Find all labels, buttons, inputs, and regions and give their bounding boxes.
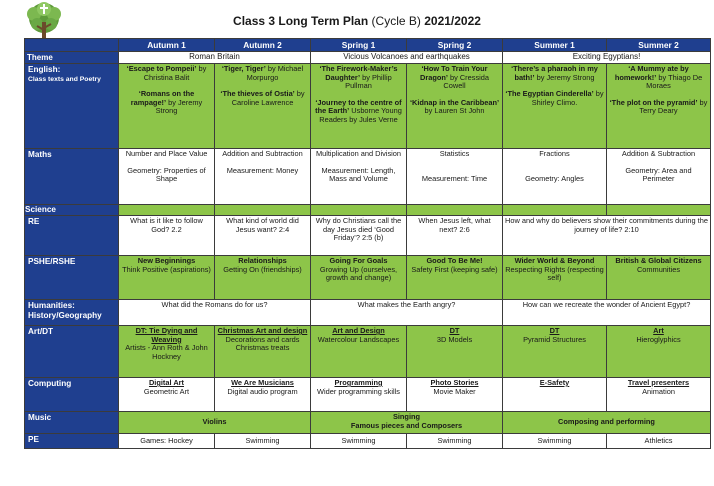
maths-row — [25, 149, 711, 205]
header-blank — [25, 39, 119, 52]
pe-autumn-1: Games: Hockey — [119, 434, 215, 449]
maths-spring-1: Multiplication and Division Measurement: Length, Mass and Volume — [311, 149, 407, 205]
pe-row — [25, 434, 711, 449]
music-spring: Singing Famous pieces and Composers — [311, 412, 503, 434]
english-row — [25, 64, 711, 149]
header-spring-2: Spring 2 — [407, 39, 503, 52]
theme-autumn: Roman Britain — [119, 52, 311, 64]
header-summer-2: Summer 2 — [607, 39, 711, 52]
header-row — [25, 39, 711, 52]
pshe-summer-1: Wider World & Beyond Respecting Rights (respecting self) — [503, 256, 607, 300]
artdt-label: Art/DT — [25, 326, 119, 378]
artdt-spring-2: DT 3D Models — [407, 326, 503, 378]
theme-label: Theme — [25, 52, 119, 64]
re-autumn-1: What is it like to follow God? 2.2 — [119, 216, 215, 256]
maths-spring-2: Statistics Measurement: Time — [407, 149, 503, 205]
science-summer-1 — [503, 205, 607, 216]
humanities-autumn: What did the Romans do for us? — [119, 300, 311, 326]
pe-label: PE — [25, 434, 119, 449]
english-spring-2: ‘How To Train Your Dragon’ by Cressida Cowell ‘Kidnap in the Caribbean’ by Lauren St John — [407, 64, 503, 149]
english-spring-1: ‘The Firework-Maker’s Daughter’ by Phillip Pullman ‘Journey to the centre of the Earth’ Usborne Young Readers by Jules Verne — [311, 64, 407, 149]
re-label: RE — [25, 216, 119, 256]
pe-spring-2: Swimming — [407, 434, 503, 449]
computing-summer-2: Travel presenters Animation — [607, 378, 711, 412]
music-autumn: Violins — [119, 412, 311, 434]
humanities-spring: What makes the Earth angry? — [311, 300, 503, 326]
science-autumn-1 — [119, 205, 215, 216]
theme-summer: Exciting Egyptians! — [503, 52, 711, 64]
computing-label: Computing — [25, 378, 119, 412]
pe-summer-2: Athletics — [607, 434, 711, 449]
humanities-row — [25, 300, 711, 326]
pshe-row — [25, 256, 711, 300]
artdt-summer-2: Art Hieroglyphics — [607, 326, 711, 378]
music-label: Music — [25, 412, 119, 434]
re-summer: How and why do believers show their commitments during the journey of life? 2:10 — [503, 216, 711, 256]
maths-summer-1: Fractions Geometry: Angles — [503, 149, 607, 205]
english-autumn-1: ‘Escape to Pompeii’ by Christina Balit ‘Romans on the rampage!’ by Jeremy Strong — [119, 64, 215, 149]
computing-spring-2: Photo Stories Movie Maker — [407, 378, 503, 412]
science-spring-2 — [407, 205, 503, 216]
maths-summer-2: Addition & Subtraction Geometry: Area and Perimeter — [607, 149, 711, 205]
english-summer-1: ‘There’s a pharaoh in my bath!’ by Jeremy Strong ‘The Egyptian Cinderella’ by Shirley Climo. — [503, 64, 607, 149]
artdt-autumn-1: DT: Tie Dying and Weaving Artists - Ann Roth & John Hockney — [119, 326, 215, 378]
english-autumn-2: ‘Tiger, Tiger’ by Michael Morpurgo ‘The thieves of Ostia’ by Caroline Lawrence — [215, 64, 311, 149]
artdt-summer-1: DT Pyramid Structures — [503, 326, 607, 378]
maths-label: Maths — [25, 149, 119, 205]
page-title: Class 3 Long Term Plan (Cycle B) 2021/2022 — [233, 14, 481, 28]
computing-summer-1: E-Safety — [503, 378, 607, 412]
header-summer-1: Summer 1 — [503, 39, 607, 52]
theme-spring: Vicious Volcanoes and earthquakes — [311, 52, 503, 64]
computing-autumn-2: We Are Musicians Digital audio program — [215, 378, 311, 412]
header-spring-1: Spring 1 — [311, 39, 407, 52]
science-spring-1 — [311, 205, 407, 216]
english-summer-2: ‘A Mummy ate by homework!’ by Thiago De Moraes ‘The plot on the pyramid’ by Terry Deary — [607, 64, 711, 149]
computing-autumn-1: Digital Art Geometric Art — [119, 378, 215, 412]
science-summer-2 — [607, 205, 711, 216]
header-autumn-2: Autumn 2 — [215, 39, 311, 52]
english-label: English: Class texts and Poetry — [25, 64, 119, 149]
artdt-spring-1: Art and Design Watercolour Landscapes — [311, 326, 407, 378]
artdt-autumn-2: Christmas Art and design Decorations and cards Christmas treats — [215, 326, 311, 378]
science-row — [25, 205, 711, 216]
pe-spring-1: Swimming — [311, 434, 407, 449]
pshe-autumn-2: Relationships Getting On (friendships) — [215, 256, 311, 300]
pshe-spring-1: Going For Goals Growing Up (ourselves, growth and change) — [311, 256, 407, 300]
pe-autumn-2: Swimming — [215, 434, 311, 449]
humanities-label: Humanities: History/Geography — [25, 300, 119, 326]
re-spring-2: When Jesus left, what next? 2:6 — [407, 216, 503, 256]
header-autumn-1: Autumn 1 — [119, 39, 215, 52]
pe-summer-1: Swimming — [503, 434, 607, 449]
artdt-row — [25, 326, 711, 378]
maths-autumn-2: Addition and Subtraction Measurement: Money — [215, 149, 311, 205]
re-spring-1: Why do Christians call the day Jesus died ‘Good Friday’? 2:5 (b) — [311, 216, 407, 256]
re-row — [25, 216, 711, 256]
music-summer: Composing and performing — [503, 412, 711, 434]
maths-autumn-1: Number and Place Value Geometry: Properties of Shape — [119, 149, 215, 205]
computing-spring-1: Programming Wider programming skills — [311, 378, 407, 412]
theme-row — [25, 52, 711, 64]
long-term-plan-table — [24, 38, 711, 449]
science-label: Science — [25, 205, 119, 216]
science-autumn-2 — [215, 205, 311, 216]
music-row — [25, 412, 711, 434]
pshe-spring-2: Good To Be Me! Safety First (keeping safe) — [407, 256, 503, 300]
pshe-label: PSHE/RSHE — [25, 256, 119, 300]
re-autumn-2: What kind of world did Jesus want? 2:4 — [215, 216, 311, 256]
computing-row — [25, 378, 711, 412]
pshe-summer-2: British & Global Citizens Communities — [607, 256, 711, 300]
pshe-autumn-1: New Beginnings Think Positive (aspirations) — [119, 256, 215, 300]
humanities-summer: How can we recreate the wonder of Ancient Egypt? — [503, 300, 711, 326]
